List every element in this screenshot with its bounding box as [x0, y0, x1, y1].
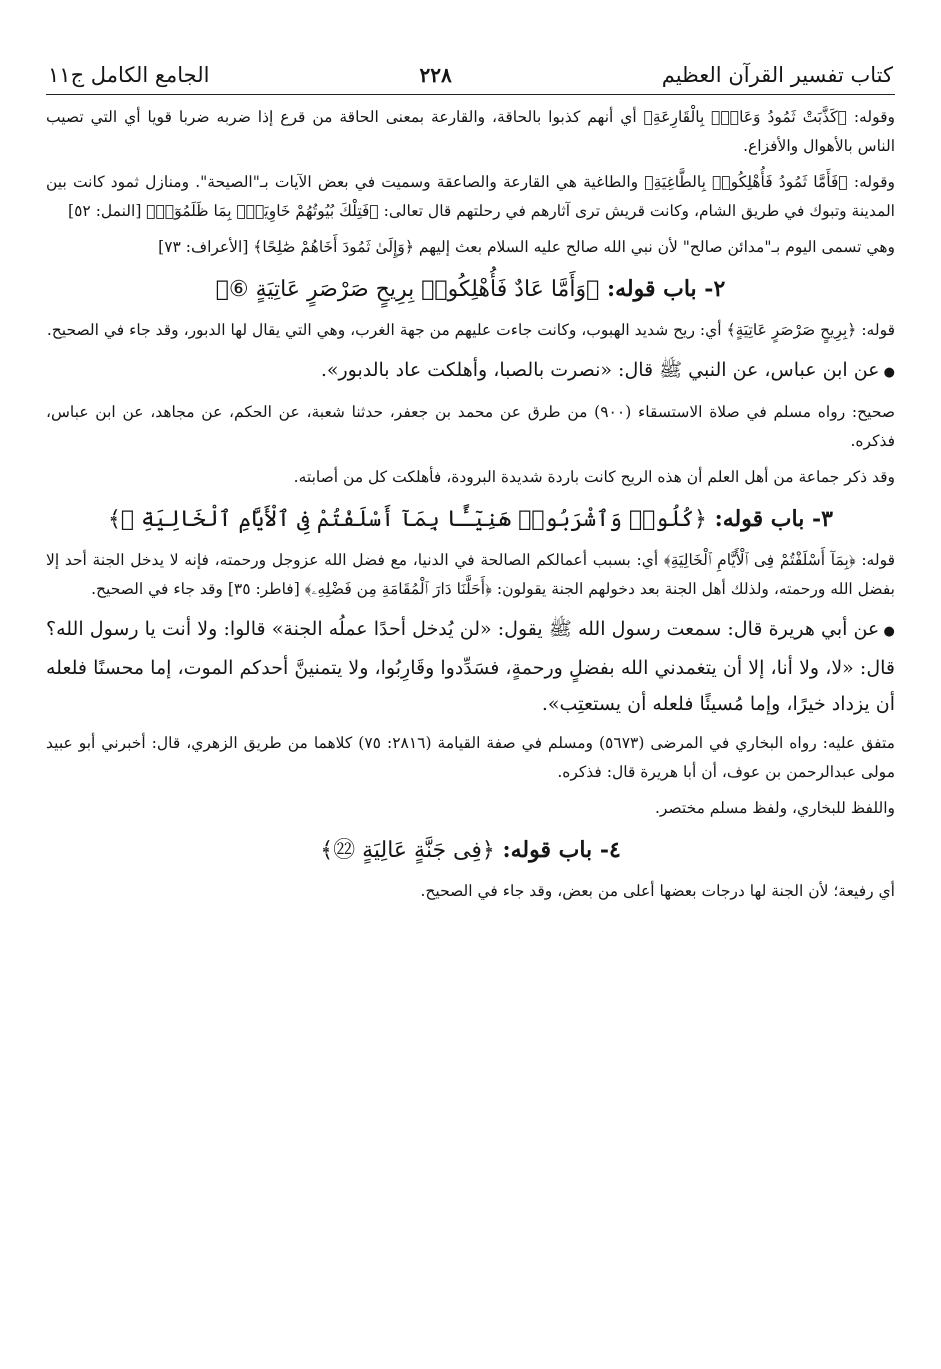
chapter-heading [46, 269, 895, 310]
chapter-heading [46, 499, 895, 540]
commentary-paragraph: متفق عليه: رواه البخاري في المرضى (٥٦٧٣) ومسلم في صفة القيامة (٢٨١٦: ٧٥) كلاهما من طريق الزهري، قال: أخبرني أبو عبيد مولى عبدالرحمن بن عوف، أن أبا هريرة قال: فذكره. [46, 734, 895, 781]
commentary-paragraph: وقوله: ﴿كَذَّبَتْ ثَمُودُ وَعَادٌۢ بِالْقَارِعَةِ﴾ أي أنهم كذبوا بالحاقة، والقارعة بمعنى الحاقة من قرع إذا ضربه ضربا قويا أي التي تصيب الناس بالأهوال والأفزاع. [46, 108, 895, 155]
hadith-paragraph: ● عن ابن عباس، عن النبي ﷺ قال: «نصرت بالصبا، وأهلكت عاد بالدبور». [46, 352, 895, 391]
commentary-paragraph: وهي تسمى اليوم بـ"مدائن صالح" لأن نبي الله صالح عليه السلام بعث إليهم ﴿وَإِلَىٰ ثَمُودَ أَخَاهُمْ صَٰلِحًا﴾ [الأعراف: ٧٣] [158, 238, 895, 256]
page-number: ٢٢٨ [419, 63, 452, 87]
chapter-heading-label: ٣- باب قوله: [714, 506, 833, 532]
book-title: كتاب تفسير القرآن العظيم [661, 63, 893, 87]
running-header [46, 58, 895, 94]
chapter-heading-label: ٤- باب قوله: [502, 837, 621, 863]
page-content [46, 103, 895, 906]
hadith-paragraph: ● عن أبي هريرة قال: سمعت رسول الله ﷺ يقول: «لن يُدخل أحدًا عملُه الجنة» قالوا: ولا أنت يا رسول الله؟ قال: «لا، ولا أنا، إلا أن يتغمدني الله بفضلٍ ورحمةٍ، فسَدِّدوا وقَارِبُوا، ولا يتمنينَّ أحدكم الموت، إما محسنًا فلعله أن يزداد خيرًا، وإما مُسيئًا فلعله أن يستعتِب». [46, 611, 895, 722]
header-rule [46, 94, 895, 95]
commentary-paragraph: قوله: ﴿بِرِيحٍ صَرْصَرٍ عَاتِيَةٍ﴾ أي: ريح شديد الهبوب، وكانت جاءت عليهم من جهة الغرب، وهي التي يقال لها الدبور، وقد جاء في الصحيح. [46, 321, 895, 339]
chapter-heading-verse: ﴿وَأَمَّا عَادٌ فَأُهْلِكُوا۟ بِرِيحٍ صَرْصَرٍ عَاتِيَةٍ ⑥﴾ [215, 277, 600, 302]
commentary-paragraph: أي رفيعة؛ لأن الجنة لها درجات بعضها أعلى من بعض، وقد جاء في الصحيح. [420, 882, 895, 900]
commentary-paragraph: صحيح: رواه مسلم في صلاة الاستسقاء (٩٠٠) من طرق عن محمد بن جعفر، حدثنا شعبة، عن الحكم، عن مجاهد، عن ابن عباس، فذكره. [46, 403, 895, 450]
chapter-heading-label: ٢- باب قوله: [606, 276, 726, 302]
volume-title: الجامع الكامل ج١١ [48, 63, 210, 87]
chapter-heading-verse: ﴿فِى جَنَّةٍ عَالِيَةٍ ㉒﴾ [320, 838, 495, 863]
commentary-paragraph: وقد ذكر جماعة من أهل العلم أن هذه الريح كانت باردة شديدة البرودة، فأهلكت كل من أصابته. [293, 468, 895, 486]
commentary-paragraph: وقوله: ﴿فَأَمَّا ثَمُودُ فَأُهْلِكُوا۟ بِالطَّاغِيَةِ﴾ والطاغية هي القارعة والصاعقة وسميت في بعض الآيات بـ"الصيحة". ومنازل ثمود كانت بين المدينة وتبوك في طريق الشام، وكانت قريش ترى آثارهم في رحلتهم قال تعالى: ﴿فَتِلْكَ بُيُوتُهُمْ خَاوِيَةًۢ بِمَا ظَلَمُوٓا۟﴾ [النمل: ٥٢] [46, 173, 895, 220]
chapter-heading [46, 830, 895, 871]
commentary-paragraph: قوله: ﴿بِمَآ أَسْلَفْتُمْ فِى ٱلْأَيَّامِ ٱلْخَالِيَةِ﴾ أي: بسبب أعمالكم الصالحة في الدنيا، مع فضل الله عزوجل ورحمته، فإنه لا يدخل الجنة أحد إلا بفضل الله ورحمته، ولذلك أهل الجنة بعد دخولهم الجنة يقولون: ﴿أَحَلَّنَا دَارَ ٱلْمُقَامَةِ مِن فَضْلِهِۦ﴾ [فاطر: ٣٥] وقد جاء في الصحيح. [46, 551, 895, 598]
chapter-heading-verse: ﴿كُلُوا۟ وَٱشْرَبُوا۟ هَنِيٓـًٔا بِمَآ أَسْلَفْتُمْ فِى ٱلْأَيَّامِ ٱلْخَالِيَةِ ㉔﴾ [108, 507, 707, 532]
commentary-paragraph: واللفظ للبخاري، ولفظ مسلم مختصر. [654, 799, 895, 817]
